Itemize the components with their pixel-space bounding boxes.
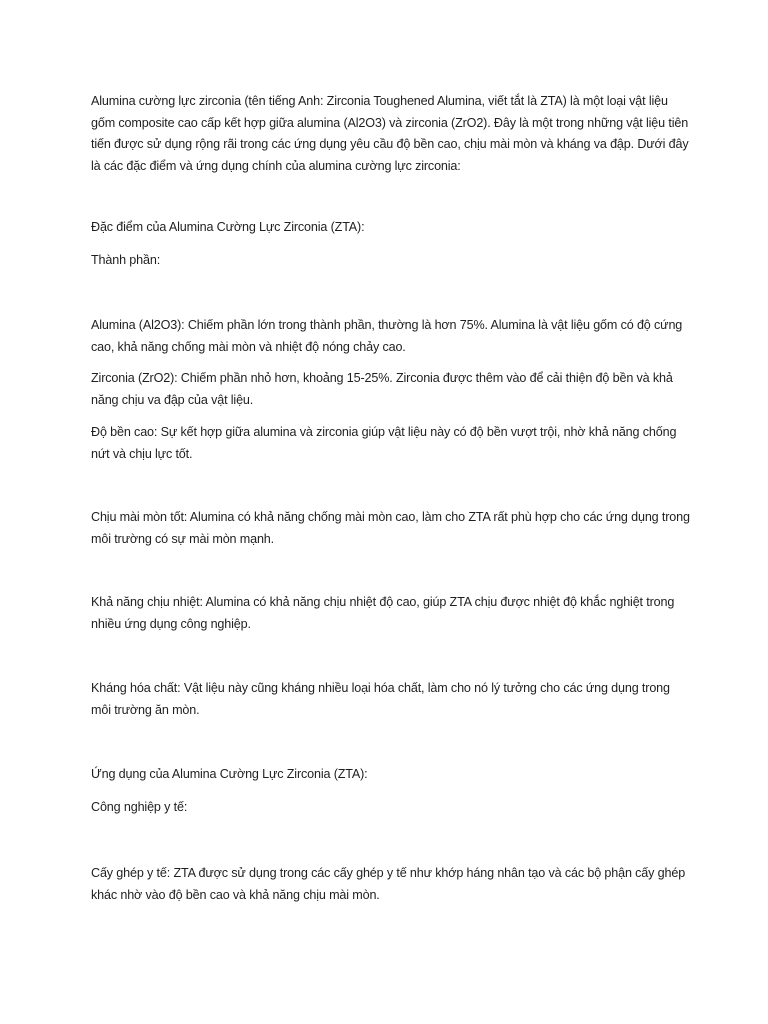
paragraph-chemical-resistance: Kháng hóa chất: Vật liệu này cũng kháng nhiều loại hóa chất, làm cho nó lý tưởng cho các ứng dụng trong môi trường ăn mòn. — [91, 681, 670, 717]
paragraph-zirconia: Zirconia (ZrO2): Chiếm phần nhỏ hơn, khoảng 15-25%. Zirconia được thêm vào để cải thiện độ bền và khả năng chịu va đập của vật liệu. — [91, 371, 673, 407]
section-heading-applications: Ứng dụng của Alumina Cường Lực Zirconia (ZTA): — [91, 767, 368, 781]
section-heading-characteristics: Đặc điểm của Alumina Cường Lực Zirconia (ZTA): — [91, 220, 365, 234]
subheading-medical-industry: Công nghiệp y tế: — [91, 800, 188, 814]
paragraph-durability: Độ bền cao: Sự kết hợp giữa alumina và zirconia giúp vật liệu này có độ bền vượt trội, nhờ khả năng chống nứt và chịu lực tốt. — [91, 425, 677, 461]
paragraph-wear-resistance: Chịu mài mòn tốt: Alumina có khả năng chống mài mòn cao, làm cho ZTA rất phù hợp cho các ứng dụng trong môi trường có sự mài mòn mạnh. — [91, 510, 690, 546]
paragraph-heat-resistance: Khả năng chịu nhiệt: Alumina có khả năng chịu nhiệt độ cao, giúp ZTA chịu được nhiệt độ khắc nghiệt trong nhiều ứng dụng công nghiệp. — [91, 595, 675, 631]
paragraph-medical-implants: Cấy ghép y tế: ZTA được sử dụng trong các cấy ghép y tế như khớp háng nhân tạo và các bộ phận cấy ghép khác nhờ vào độ bền cao và khả năng chịu mài mòn. — [91, 866, 686, 902]
paragraph-alumina: Alumina (Al2O3): Chiếm phần lớn trong thành phần, thường là hơn 75%. Alumina là vật liệu gốm có độ cứng cao, khả năng chống mài mòn và nhiệt độ nóng chảy cao. — [91, 318, 683, 354]
subheading-composition: Thành phần: — [91, 253, 161, 267]
intro-paragraph: Alumina cường lực zirconia (tên tiếng Anh: Zirconia Toughened Alumina, viết tắt là ZTA) là một loại vật liệu gốm composite cao cấp kết hợp giữa alumina (Al2O3) và zirconia (ZrO2). Đây là một trong những vật liệu tiên tiến được sử dụng rộng rãi trong các ứng dụng yêu cầu độ bền cao, chịu mài mòn và kháng va đập. Dưới đây là các đặc điểm và ứng dụng chính của alumina cường lực zirconia: — [91, 94, 689, 173]
